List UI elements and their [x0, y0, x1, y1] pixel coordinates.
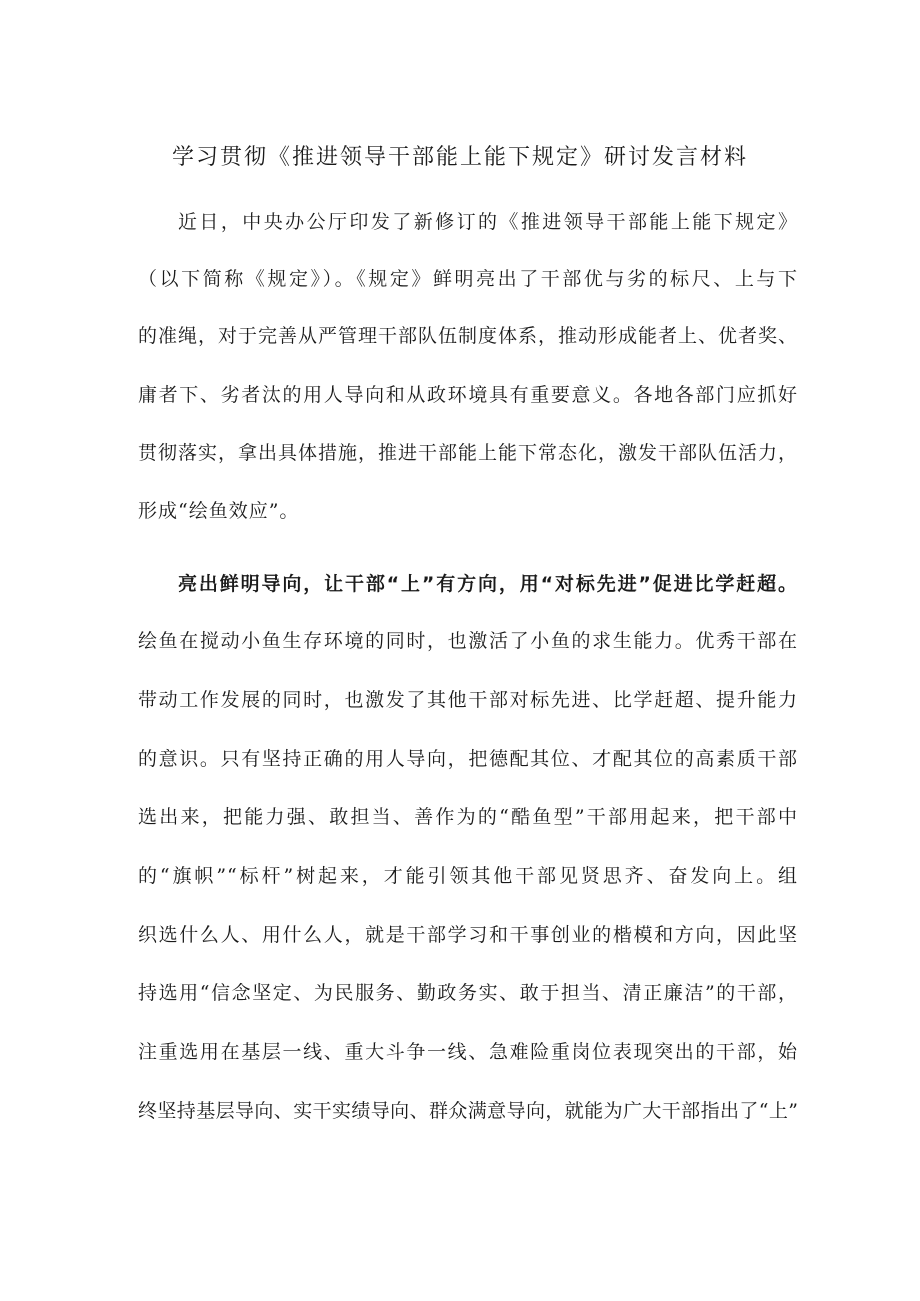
paragraph-line: 形成“绘鱼效应”。 [138, 500, 300, 522]
paragraph-line: 织选什么人、用什么人，就是干部学习和干事创业的楷模和方向，因此坚 [138, 924, 798, 946]
paragraph-line: 的“旗帜”“标杆”树起来，才能引领其他干部见贤思齐、奋发向上。组 [138, 865, 798, 887]
paragraph-line: 的意识。只有坚持正确的用人导向，把德配其位、才配其位的高素质干部 [138, 748, 798, 770]
section-heading: 亮出鲜明导向，让干部“上”有方向，用“对标先进”促进比学赶超。 [178, 573, 798, 595]
document-title: 学习贯彻《推进领导干部能上能下规定》研讨发言材料 [171, 145, 748, 170]
paragraph-line: 贯彻落实，拿出具体措施，推进干部能上能下常态化，激发干部队伍活力， [138, 442, 799, 464]
paragraph-line: 注重选用在基层一线、重大斗争一线、急难险重岗位表现突出的干部，始 [138, 1041, 798, 1063]
paragraph-line: 绘鱼在搅动小鱼生存环境的同时，也激活了小鱼的求生能力。优秀干部在 [138, 630, 798, 652]
paragraph-line: 持选用“信念坚定、为民服务、勤政务实、敢于担当、清正廉洁”的干部， [138, 982, 798, 1004]
paragraph-line: 的准绳，对于完善从严管理干部队伍制度体系，推动形成能者上、优者奖、 [138, 325, 799, 347]
paragraph-line: 终坚持基层导向、实干实绩导向、群众满意导向，就能为广大干部指出了“上” [138, 1100, 798, 1122]
paragraph-line: 选出来，把能力强、敢担当、善作为的“酷鱼型”干部用起来，把干部中 [138, 806, 798, 828]
paragraph-line: （以下简称《规定》）。《规定》鲜明亮出了干部优与劣的标尺、上与下 [138, 268, 798, 290]
paragraph-line: 带动工作发展的同时，也激发了其他干部对标先进、比学赶超、提升能力 [138, 689, 798, 711]
paragraph-line: 庸者下、劣者汰的用人导向和从政环境具有重要意义。各地各部门应抓好 [138, 384, 798, 406]
paragraph-line: 近日，中央办公厅印发了新修订的《推进领导干部能上能下规定》 [178, 211, 798, 233]
